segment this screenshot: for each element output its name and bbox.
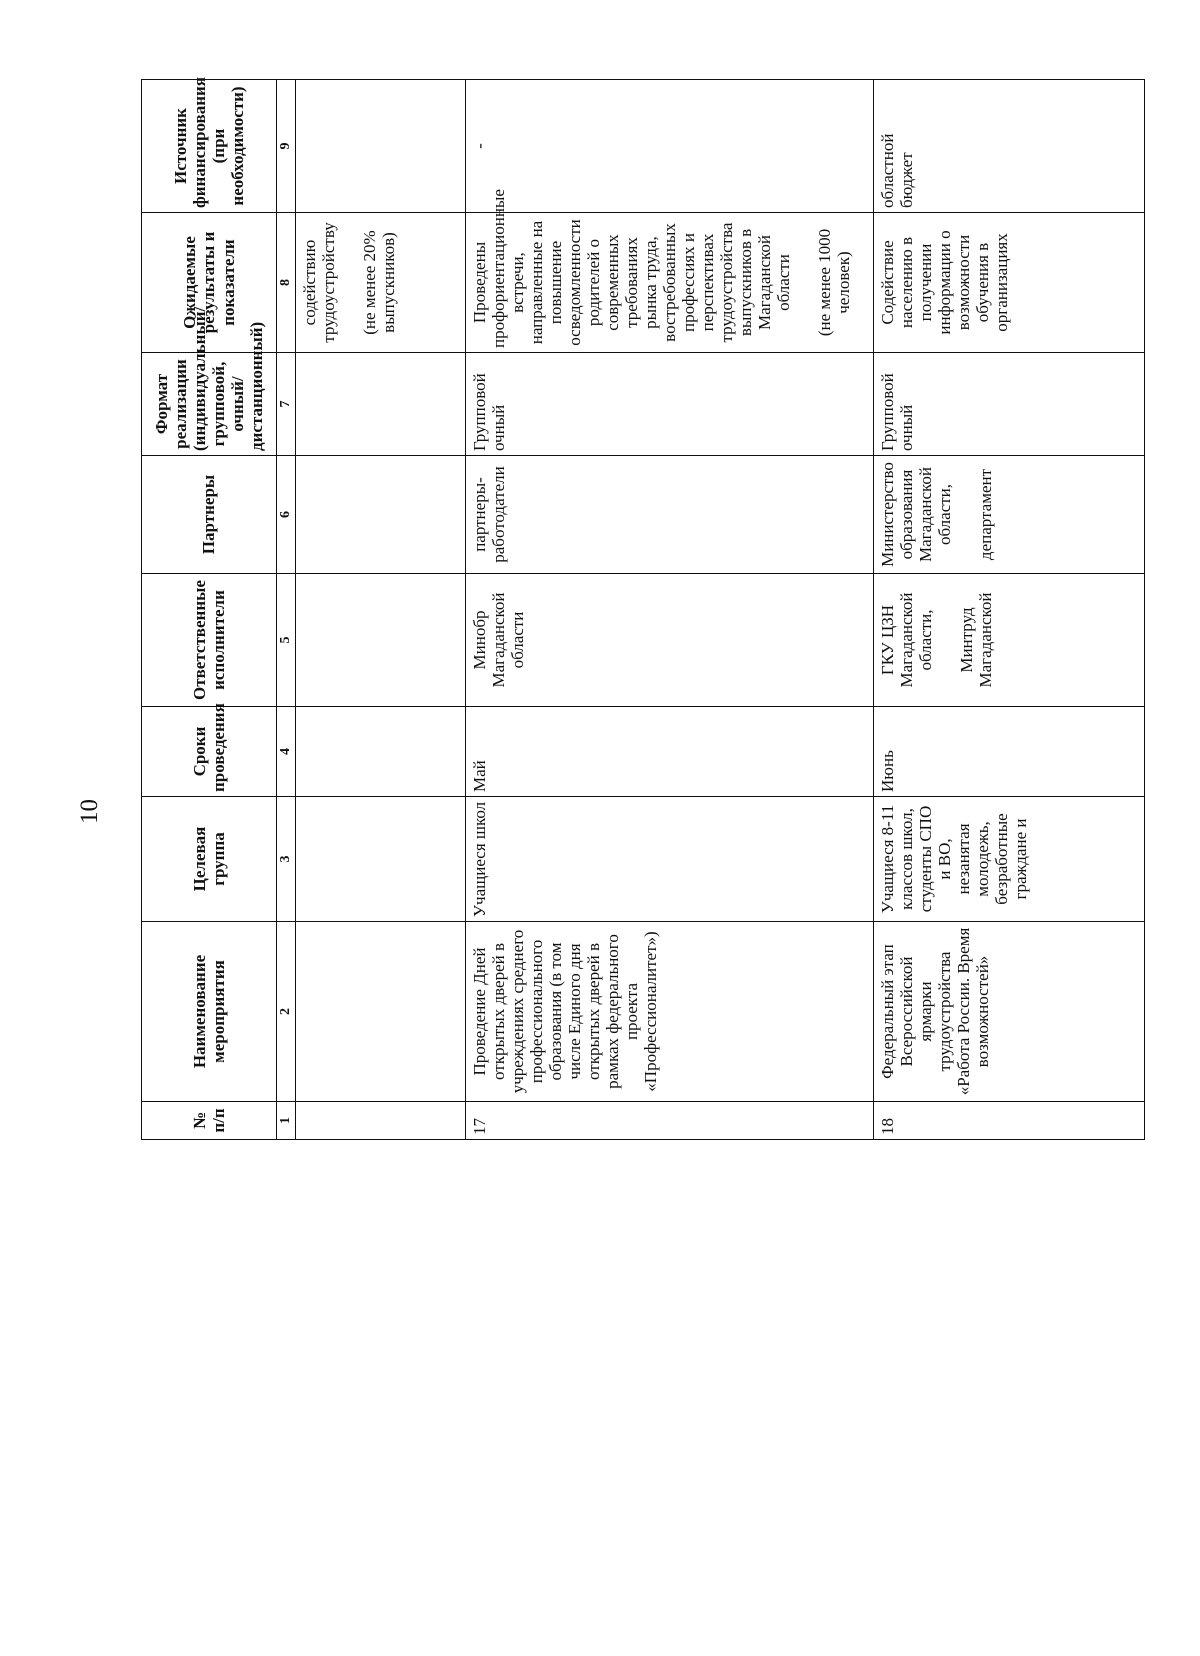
colnum-8: 8 xyxy=(277,213,296,353)
header-format: Формат реализации (индивидуальный/групповой, очный/дистанционный) xyxy=(142,353,277,456)
row-partners xyxy=(873,456,1144,574)
table-row xyxy=(295,80,465,1140)
plan-table xyxy=(141,79,1145,1140)
row-target: Учащиеся 8-11 классов школ, студенты СПО и ВО, незанятая молодежь, безработные граждане и xyxy=(873,797,1144,922)
header-results: Ожидаемые результаты и показатели xyxy=(142,213,277,353)
executor-text: ГКУ ЦЗН Магаданской области, xyxy=(877,592,935,688)
row-name xyxy=(295,922,465,1102)
row-period: Май xyxy=(465,707,873,797)
row-period: Июнь xyxy=(873,707,1144,797)
row-name: Проведение Дней открытых дверей в учреждениях среднего профессионального образования (в том числе Единого дня открытых дверей в рамках федерального проекта «Профессионалитет») xyxy=(465,922,873,1102)
header-partners: Партнеры xyxy=(142,456,277,574)
row-partners: партнеры-работодатели xyxy=(465,456,873,574)
row-funding: - xyxy=(465,80,873,213)
colnum-2: 2 xyxy=(277,922,296,1102)
header-funding: Источник финансирования (при необходимости) xyxy=(142,80,277,213)
column-number-row xyxy=(277,80,296,1140)
row-format: Групповой очный xyxy=(465,353,873,456)
header-num: № п/п xyxy=(142,1102,277,1140)
result-text: содействию трудоустройству xyxy=(299,222,338,343)
executor-text-b: Минтруд Магаданской xyxy=(956,592,995,688)
row-format: Групповой очный xyxy=(873,353,1144,456)
row-results xyxy=(465,189,873,353)
row-target xyxy=(295,797,465,922)
table-row xyxy=(873,80,1144,1140)
row-num: 17 xyxy=(465,1102,873,1140)
row-executors xyxy=(873,574,1144,707)
result-indicator: (не менее 1000 человек) xyxy=(815,228,854,337)
row-num xyxy=(295,1102,465,1140)
row-results: Содействие населению в получении информации о возможности обучения в организациях xyxy=(873,213,1144,353)
colnum-4: 4 xyxy=(277,707,296,797)
row-funding xyxy=(295,80,465,213)
result-text: Проведены профориентационные встречи, направленные на повышение осведомленности родителей о современных требованиях рынка труда, востребованных профессиях и перспективах трудоустройства выпускников в Магаданской области xyxy=(469,189,794,348)
colnum-5: 5 xyxy=(277,574,296,707)
row-partners xyxy=(295,456,465,574)
header-name: Наименование мероприятия xyxy=(142,922,277,1102)
header-period: Сроки проведения xyxy=(142,707,277,797)
row-executors: Минобр Магаданской области xyxy=(465,574,873,707)
row-executors xyxy=(295,574,465,707)
header-row xyxy=(142,80,277,1140)
colnum-3: 3 xyxy=(277,797,296,922)
header-target: Целевая группа xyxy=(142,797,277,922)
row-results xyxy=(295,213,465,353)
row-name: Федеральный этап Всероссийской ярмарки трудоустройства «Работа России. Время возможностей» xyxy=(873,922,1144,1102)
header-executors: Ответственные исполнители xyxy=(142,574,277,707)
table-row xyxy=(465,80,873,1140)
page-number: 10 xyxy=(76,799,103,824)
partner-text-b: департамент xyxy=(975,468,995,561)
row-format xyxy=(295,353,465,456)
plan-table-sheet xyxy=(141,77,1145,1140)
row-period xyxy=(295,707,465,797)
row-funding: областной бюджет xyxy=(873,80,1144,213)
partner-text: Министерство образования Магаданской области, xyxy=(877,462,954,567)
row-target: Учащиеся школ xyxy=(465,797,873,922)
row-num: 18 xyxy=(873,1102,1144,1140)
result-indicator: (не менее 20% выпускников) xyxy=(359,230,398,335)
colnum-1: 1 xyxy=(277,1102,296,1140)
colnum-7: 7 xyxy=(277,353,296,456)
colnum-9: 9 xyxy=(277,80,296,213)
colnum-6: 6 xyxy=(277,456,296,574)
